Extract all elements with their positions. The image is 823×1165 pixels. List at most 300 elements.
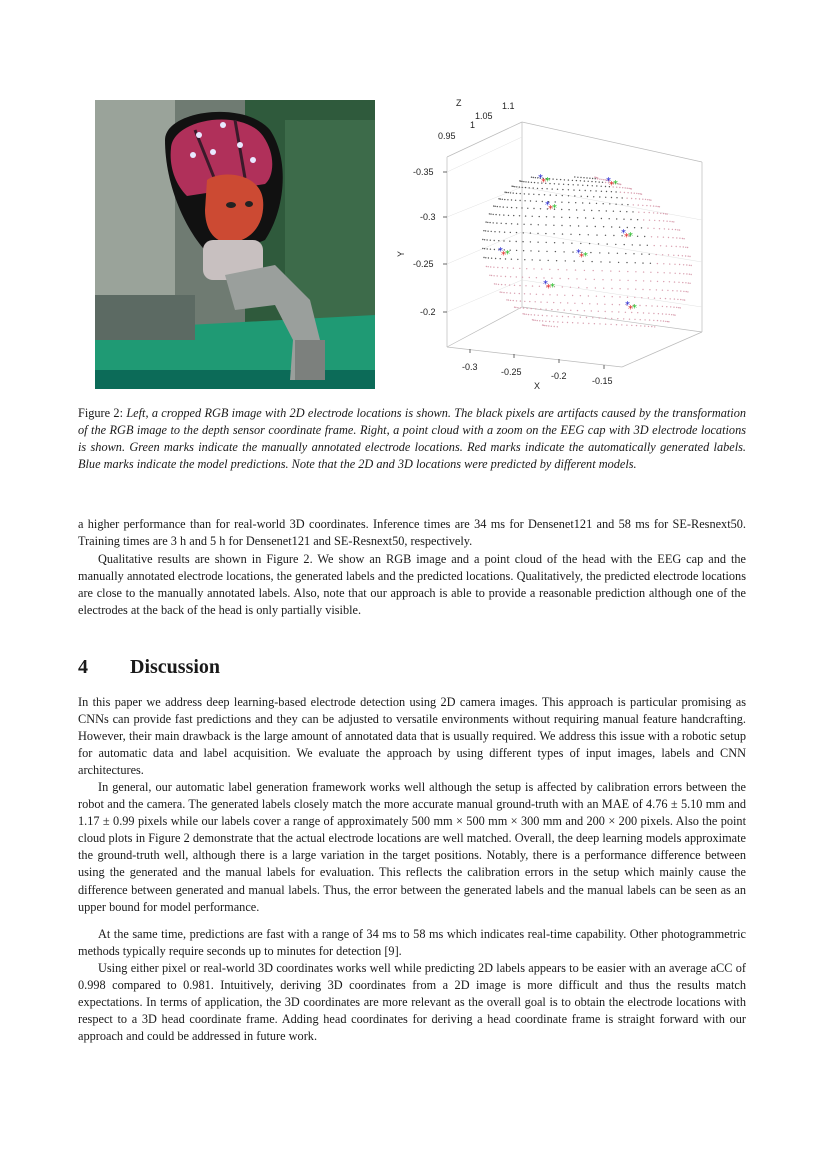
cloud-point — [671, 314, 672, 315]
cloud-point — [558, 183, 559, 184]
cloud-point — [520, 181, 521, 182]
cloud-point — [627, 227, 628, 228]
cloud-point — [591, 310, 592, 311]
cloud-point — [665, 314, 666, 315]
cloud-point — [631, 192, 632, 193]
cloud-point — [493, 205, 494, 206]
cloud-point — [533, 319, 534, 320]
cloud-point — [517, 259, 518, 260]
cloud-point — [670, 298, 671, 299]
cloud-point — [665, 213, 666, 214]
cloud-point — [543, 325, 544, 326]
cloud-point — [610, 270, 611, 271]
cloud-point — [611, 197, 612, 198]
cloud-point — [605, 324, 606, 325]
electrode-mark-predicted: * — [538, 173, 543, 184]
cloud-point — [515, 200, 516, 201]
section-heading — [78, 656, 220, 679]
cloud-point — [483, 257, 484, 258]
section-title: Discussion — [130, 656, 221, 678]
electrode-mark-generated: * — [546, 283, 551, 294]
cloud-point — [633, 204, 634, 205]
cloud-point — [667, 290, 668, 291]
cloud-point — [676, 307, 677, 308]
cloud-point — [669, 221, 670, 222]
cloud-point — [649, 319, 650, 320]
cloud-point — [641, 227, 642, 228]
cloud-point — [498, 284, 499, 285]
cloud-point — [627, 288, 628, 289]
cloud-point — [627, 192, 628, 193]
cloud-point — [496, 222, 497, 223]
x-axis-label: X — [534, 381, 541, 391]
caption-text: Left, a cropped RGB image with 2D electrode locations is shown. The black pixels are artifacts caused by the transformation of the RGB image to the depth sensor coordinate frame. Right, a point cloud with a zoom on the EEG cap with 3D electrode locations is shown. Green marks indicate the manually annotated electrode locations. Red marks indicate the automatically generated labels. Blue marks indicate the model predictions. Note that the 2D and 3D locations were predicted by different models. — [78, 406, 747, 471]
cloud-point — [531, 177, 532, 178]
cloud-point — [560, 179, 561, 180]
cloud-point — [666, 306, 667, 307]
cloud-point — [502, 267, 503, 268]
cloud-point — [637, 236, 638, 237]
cloud-point — [580, 177, 581, 178]
cloud-point — [603, 179, 604, 180]
cloud-point — [562, 195, 563, 196]
cloud-point — [483, 230, 484, 231]
cloud-point — [605, 235, 606, 236]
cloud-point — [683, 246, 684, 247]
cloud-point — [639, 305, 640, 306]
cloud-point — [672, 290, 673, 291]
cloud-point — [651, 236, 652, 237]
cloud-point — [666, 221, 667, 222]
cloud-point — [635, 198, 636, 199]
cloud-point — [501, 292, 502, 293]
cloud-point — [494, 249, 495, 250]
cloud-point — [537, 320, 538, 321]
cloud-point — [537, 188, 538, 189]
cloud-point — [620, 184, 621, 185]
cloud-point — [638, 193, 639, 194]
cloud-point — [556, 195, 557, 196]
cloud-point — [682, 255, 683, 256]
cloud-point — [589, 178, 590, 179]
cloud-point — [511, 259, 512, 260]
cloud-point — [644, 325, 645, 326]
cloud-point — [499, 231, 500, 232]
cloud-point — [605, 311, 606, 312]
cloud-point — [530, 241, 531, 242]
cloud-point — [587, 196, 588, 197]
cloud-point — [540, 301, 541, 302]
cloud-point — [562, 189, 563, 190]
cloud-point — [619, 304, 620, 305]
cloud-point — [542, 294, 543, 295]
cloud-point — [616, 324, 617, 325]
electrode-mark-predicted: * — [545, 200, 550, 211]
cloud-point — [616, 218, 617, 219]
cloud-point — [596, 296, 597, 297]
cloud-point — [514, 285, 515, 286]
cloud-point — [589, 203, 590, 204]
cloud-point — [663, 281, 664, 282]
cloud-point — [497, 275, 498, 276]
cloud-point — [531, 182, 532, 183]
cloud-point — [677, 229, 678, 230]
cloud-point — [643, 280, 644, 281]
cloud-point — [596, 234, 597, 235]
cloud-point — [678, 282, 679, 283]
cloud-point — [530, 200, 531, 201]
cloud-point — [516, 241, 517, 242]
cloud-point — [546, 325, 547, 326]
cloud-point — [671, 246, 672, 247]
cloud-point — [567, 302, 568, 303]
cloud-point — [630, 219, 631, 220]
cloud-point — [669, 281, 670, 282]
cloud-point — [662, 306, 663, 307]
cloud-point — [656, 289, 657, 290]
cloud-point — [497, 206, 498, 207]
cloud-point — [632, 211, 633, 212]
cloud-point — [574, 316, 575, 317]
cloud-point — [672, 229, 673, 230]
cloud-point — [613, 211, 614, 212]
cloud-point — [489, 275, 490, 276]
cloud-point — [572, 251, 573, 252]
cloud-point — [539, 320, 540, 321]
cloud-point — [590, 190, 591, 191]
cloud-point — [644, 319, 645, 320]
cloud-point — [617, 253, 618, 254]
cloud-point — [519, 200, 520, 201]
cloud-point — [609, 261, 610, 262]
cloud-point — [619, 271, 620, 272]
cloud-point — [493, 267, 494, 268]
cloud-point — [584, 270, 585, 271]
cloud-point — [660, 245, 661, 246]
y-axis-label: Y — [396, 250, 406, 257]
cloud-point — [561, 217, 562, 218]
cloud-point — [649, 220, 650, 221]
cloud-point — [687, 291, 688, 292]
electrode-mark-manual: * — [552, 203, 557, 214]
cloud-point — [582, 185, 583, 186]
cloud-point — [599, 252, 600, 253]
cloud-point — [491, 258, 492, 259]
cloud-point — [663, 213, 664, 214]
cloud-point — [529, 277, 530, 278]
cloud-point — [558, 269, 559, 270]
cloud-point — [502, 199, 503, 200]
cloud-point — [625, 187, 626, 188]
cloud-point — [646, 205, 647, 206]
cloud-point — [563, 242, 564, 243]
cloud-point — [666, 213, 667, 214]
cloud-point — [526, 268, 527, 269]
cloud-point — [650, 200, 651, 201]
cloud-point — [682, 282, 683, 283]
cloud-point — [498, 198, 499, 199]
cloud-point — [482, 248, 483, 249]
cloud-point — [619, 288, 620, 289]
y-tick-0: -0.35 — [413, 167, 434, 177]
electrode-mark-predicted: * — [621, 228, 626, 239]
cloud-point — [569, 217, 570, 218]
cloud-point — [500, 291, 501, 292]
cloud-point — [613, 235, 614, 236]
cloud-point — [679, 273, 680, 274]
cloud-point — [554, 242, 555, 243]
cloud-point — [583, 177, 584, 178]
cloud-point — [641, 253, 642, 254]
cloud-point — [682, 238, 683, 239]
cloud-point — [595, 226, 596, 227]
cloud-point — [608, 252, 609, 253]
cloud-point — [525, 181, 526, 182]
cloud-point — [557, 189, 558, 190]
cloud-point — [545, 233, 546, 234]
cloud-point — [508, 299, 509, 300]
cloud-point — [658, 313, 659, 314]
cloud-point — [637, 312, 638, 313]
cloud-point — [513, 300, 514, 301]
cloud-point — [572, 180, 573, 181]
cloud-point — [663, 320, 664, 321]
cloud-point — [586, 317, 587, 318]
cloud-point — [536, 277, 537, 278]
cloud-point — [525, 187, 526, 188]
cloud-point — [656, 254, 657, 255]
cloud-point — [579, 190, 580, 191]
cloud-point — [584, 210, 585, 211]
x-tick-3: -0.15 — [592, 376, 613, 386]
cloud-point — [511, 207, 512, 208]
cloud-point — [603, 203, 604, 204]
cloud-point — [675, 273, 676, 274]
cloud-point — [650, 272, 651, 273]
cloud-point — [530, 250, 531, 251]
cloud-point — [678, 307, 679, 308]
cloud-point — [532, 285, 533, 286]
cloud-point — [657, 236, 658, 237]
cloud-point — [579, 234, 580, 235]
cloud-point — [626, 198, 627, 199]
electrode-mark-manual: * — [545, 176, 550, 187]
cloud-point — [627, 188, 628, 189]
cloud-point — [649, 199, 650, 200]
cloud-point — [685, 255, 686, 256]
cloud-point — [654, 298, 655, 299]
cloud-point — [639, 198, 640, 199]
cloud-point — [631, 198, 632, 199]
cloud-point — [685, 247, 686, 248]
cloud-point — [508, 192, 509, 193]
cloud-point — [649, 254, 650, 255]
cloud-point — [657, 281, 658, 282]
cloud-point — [601, 186, 602, 187]
cloud-point — [653, 212, 654, 213]
cloud-point — [584, 180, 585, 181]
cloud-point — [570, 310, 571, 311]
cloud-point — [627, 280, 628, 281]
results-paragraph-2: Qualitative results are shown in Figure 2. We show an RGB image and a point cloud of the head with the EEG cap and the manually annotated electrode locations, the generated labels and the predicted locations. Qualitatively, the predicted electrode locations are close to the manually annotated labels. Also, note that our approach is able to provide a reasonable prediction although one of the electrodes at the back of the head is only partially visible. — [78, 552, 746, 618]
cloud-point — [599, 179, 600, 180]
cloud-point — [514, 293, 515, 294]
cloud-point — [516, 186, 517, 187]
cloud-point — [562, 286, 563, 287]
cloud-point — [556, 316, 557, 317]
cloud-point — [647, 199, 648, 200]
cloud-point — [530, 224, 531, 225]
cloud-point — [665, 298, 666, 299]
cloud-point — [601, 270, 602, 271]
cloud-point — [531, 314, 532, 315]
cloud-point — [622, 187, 623, 188]
z-tick-1: 1 — [470, 120, 476, 130]
cloud-point — [625, 312, 626, 313]
cloud-point — [561, 202, 562, 203]
cloud-point — [582, 303, 583, 304]
cloud-point — [607, 243, 608, 244]
cloud-point — [668, 237, 669, 238]
cloud-point — [520, 307, 521, 308]
cloud-point — [642, 262, 643, 263]
cloud-point — [574, 260, 575, 261]
cloud-point — [578, 287, 579, 288]
cloud-point — [591, 210, 592, 211]
cloud-point — [642, 289, 643, 290]
cloud-point — [626, 325, 627, 326]
cloud-point — [689, 274, 690, 275]
discussion-paragraph-4: Using either pixel or real-world 3D coordinates works well while predicting 2D labels appears to be easier with an average aCC of 0.998 compared to 0.981. Intuitively, deriving 3D coordinates from a 2D image is more difficult and thus the results match expectations. In terms of application, the 3D coordinates are more relevant as the overall goal is to obtain the electrode locations with respect to a 3D head coordinate frame. Adding head coordinates for deriving a head coordinate frame is straight forward with our approach and could be addressed in future work. — [78, 961, 746, 1044]
cloud-point — [500, 198, 501, 199]
cloud-point — [680, 290, 681, 291]
cloud-point — [520, 193, 521, 194]
cloud-point — [624, 244, 625, 245]
cloud-point — [650, 205, 651, 206]
cloud-point — [576, 209, 577, 210]
cloud-point — [646, 305, 647, 306]
cloud-point — [490, 213, 491, 214]
cloud-point — [538, 315, 539, 316]
cloud-point — [691, 274, 692, 275]
cloud-point — [519, 293, 520, 294]
cloud-point — [683, 238, 684, 239]
cloud-point — [488, 266, 489, 267]
cloud-point — [600, 261, 601, 262]
cloud-point — [660, 320, 661, 321]
cloud-point — [564, 309, 565, 310]
electrode-mark-predicted: * — [625, 300, 630, 311]
cloud-point — [557, 294, 558, 295]
cloud-point — [636, 325, 637, 326]
cloud-point — [530, 293, 531, 294]
electrode-mark-generated: * — [501, 250, 506, 261]
cloud-point — [538, 224, 539, 225]
cloud-point — [617, 318, 618, 319]
cloud-point — [519, 268, 520, 269]
cloud-point — [495, 214, 496, 215]
cloud-point — [639, 244, 640, 245]
cloud-point — [663, 220, 664, 221]
cloud-point — [510, 300, 511, 301]
cloud-point — [585, 190, 586, 191]
cloud-point — [516, 300, 517, 301]
cloud-point — [626, 262, 627, 263]
cloud-point — [484, 239, 485, 240]
cloud-point — [684, 299, 685, 300]
cloud-point — [497, 267, 498, 268]
cloud-point — [618, 311, 619, 312]
cloud-point — [516, 276, 517, 277]
cloud-point — [500, 276, 501, 277]
cloud-point — [557, 309, 558, 310]
cloud-point — [601, 218, 602, 219]
cloud-point — [568, 179, 569, 180]
cloud-point — [594, 279, 595, 280]
cloud-point — [551, 309, 552, 310]
cloud-point — [488, 257, 489, 258]
cloud-point — [485, 230, 486, 231]
cloud-point — [533, 177, 534, 178]
cloud-point — [573, 184, 574, 185]
cloud-point — [627, 204, 628, 205]
cloud-point — [672, 237, 673, 238]
cloud-point — [659, 220, 660, 221]
cloud-point — [499, 214, 500, 215]
cloud-point — [611, 311, 612, 312]
cloud-point — [634, 297, 635, 298]
discussion-paragraph-1: In this paper we address deep learning-based electrode detection using 2D camera images. This approach is particular promising as CNNs can provide fast predictions and they can be adjusted to versatile environments without requiring manual feature handcrafting. However, their main drawback is the large amount of annotated data that is usually required. We address this issue with a robotic setup for automatic data and label acquisition. We evaluate the approach by using different types of input images, labels and CNN architectures. — [78, 695, 746, 778]
cloud-point — [506, 192, 507, 193]
cloud-point — [620, 192, 621, 193]
cloud-point — [645, 199, 646, 200]
electrode-mark-predicted: * — [498, 246, 503, 257]
cloud-point — [571, 243, 572, 244]
cloud-point — [641, 194, 642, 195]
cloud-point — [593, 196, 594, 197]
cloud-point — [612, 296, 613, 297]
cloud-point — [490, 249, 491, 250]
cloud-point — [508, 215, 509, 216]
cloud-point — [542, 320, 543, 321]
cloud-point — [507, 207, 508, 208]
cloud-point — [499, 206, 500, 207]
electrode-mark-manual: * — [613, 179, 618, 190]
cloud-point — [585, 217, 586, 218]
cloud-point — [633, 253, 634, 254]
cloud-point — [559, 278, 560, 279]
cloud-point — [591, 261, 592, 262]
cloud-point — [570, 234, 571, 235]
cloud-point — [676, 290, 677, 291]
cloud-point — [525, 215, 526, 216]
cloud-point — [537, 233, 538, 234]
cloud-point — [506, 292, 507, 293]
cloud-point — [673, 255, 674, 256]
electrode-mark-generated: * — [541, 177, 546, 188]
cloud-point — [504, 232, 505, 233]
cloud-point — [583, 323, 584, 324]
cloud-point — [686, 264, 687, 265]
cloud-point — [523, 181, 524, 182]
cloud-point — [683, 264, 684, 265]
cloud-point — [535, 308, 536, 309]
cloud-point — [674, 264, 675, 265]
caption-label: Figure 2: — [78, 406, 123, 420]
cloud-point — [556, 179, 557, 180]
cloud-point — [582, 202, 583, 203]
cloud-point — [519, 285, 520, 286]
